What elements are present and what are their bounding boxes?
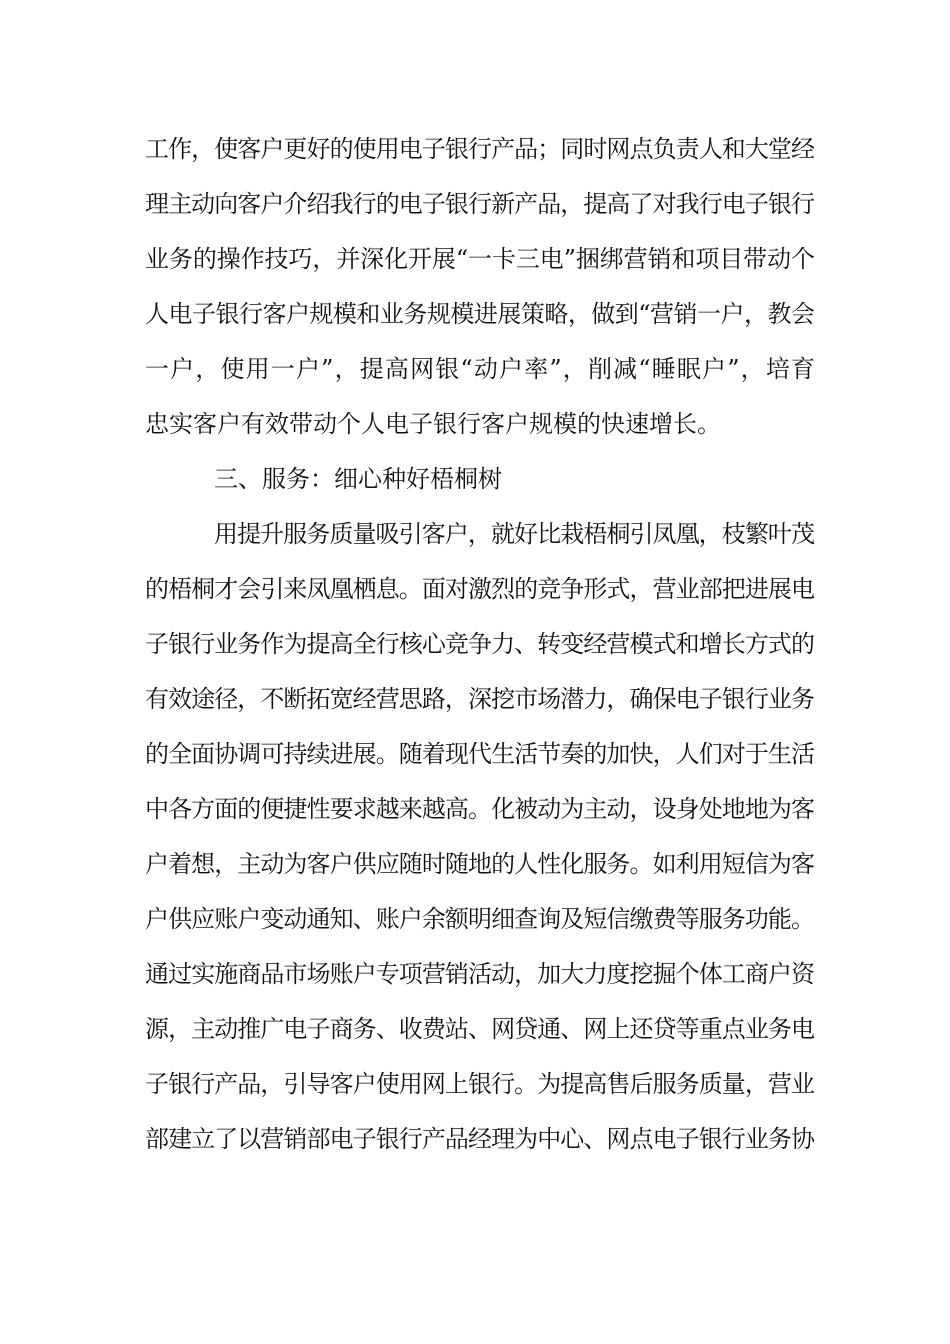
text-line: 子银行产品，引导客户使用网上银行。为提高售后服务质量，营业: [145, 1070, 815, 1098]
text-line: 源，主动推广电子商务、收费站、网贷通、网上还贷等重点业务电: [145, 1015, 815, 1043]
section-heading: 三、服务：细心种好梧桐树: [214, 465, 502, 493]
text-line: 有效途径，不断拓宽经营思路，深挖市场潜力，确保电子银行业务: [145, 685, 815, 713]
text-line: 的全面协调可持续进展。随着现代生活节奏的加快，人们对于生活: [145, 740, 815, 768]
text-line: 工作，使客户更好的使用电子银行产品；同时网点负责人和大堂经: [145, 135, 815, 163]
text-line: 忠实客户有效带动个人电子银行客户规模的快速增长。: [145, 410, 721, 438]
text-line: 子银行业务作为提高全行核心竞争力、转变经营模式和增长方式的: [145, 630, 815, 658]
text-line: 户着想，主动为客户供应随时随地的人性化服务。如利用短信为客: [145, 850, 815, 878]
text-line: 部建立了以营销部电子银行产品经理为中心、网点电子银行业务协: [145, 1125, 815, 1153]
text-line: 中各方面的便捷性要求越来越高。化被动为主动，设身处地地为客: [145, 795, 815, 823]
text-line: 理主动向客户介绍我行的电子银行新产品，提高了对我行电子银行: [145, 190, 815, 218]
text-line: 用提升服务质量吸引客户，就好比栽梧桐引凤凰，枝繁叶茂: [214, 520, 815, 548]
text-line: 的梧桐才会引来凤凰栖息。面对激烈的竞争形式，营业部把进展电: [145, 575, 815, 603]
text-line: 人电子银行客户规模和业务规模进展策略，做到“营销一户，教会: [145, 300, 815, 328]
text-line: 通过实施商品市场账户专项营销活动，加大力度挖掘个体工商户资: [145, 960, 815, 988]
body-text: [145, 122, 815, 1167]
text-line: 一户，使用一户”，提高网银“动户率”，削减“睡眠户”，培育: [145, 355, 817, 383]
text-line: 业务的操作技巧，并深化开展“一卡三电”捆绑营销和项目带动个: [145, 245, 815, 273]
text-line: 户供应账户变动通知、账户余额明细查询及短信缴费等服务功能。: [145, 905, 815, 933]
